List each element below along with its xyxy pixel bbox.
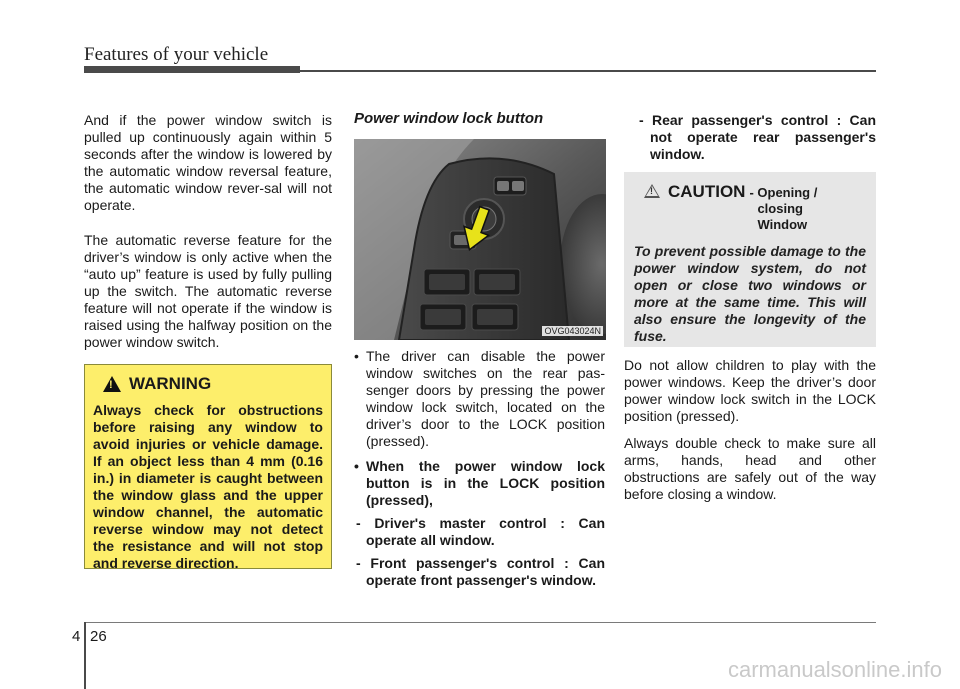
caution-subtitle-line: closing [757, 201, 803, 216]
caution-title: CAUTION [668, 182, 746, 201]
footer-rule [84, 622, 876, 623]
caution-icon [644, 184, 660, 198]
warning-title: WARNING [129, 374, 212, 393]
section-number: 4 [72, 628, 81, 645]
right-column-top [632, 112, 876, 163]
caution-subtitle [749, 185, 817, 233]
left-column [84, 112, 332, 351]
bullet-item: • The driver can disable the power window switches on the rear pas-senger doors by pressing the power window lock switch, located on the driver’s door to the LOCK position (pressed). [354, 348, 605, 450]
sub-item: - Front passenger's control : Can operate front passenger's window. [356, 555, 605, 588]
caution-subtitle-line: Window [757, 217, 808, 232]
caution-subtitle-line: - Opening / [749, 185, 818, 200]
header-rule-thin [300, 70, 876, 72]
section-heading: Power window lock button [354, 110, 544, 127]
page-number: 26 [90, 628, 107, 645]
image-caption: OVG043024N [544, 326, 601, 336]
warning-text: Always check for obstructions before raising any window to avoid injuries or vehicle damage. If an object less than 4 mm (0.16 in.) in diameter is caught between the window glass and the upper window channel, the automatic reverse window may not detect the resistance and will not stop and reverse direction. [93, 402, 323, 571]
caution-box [624, 172, 876, 347]
warning-box [84, 364, 332, 569]
page-header-title: Features of your vehicle [84, 44, 269, 65]
sub-item: - Rear passenger's control : Can not operate rear passenger's window. [639, 112, 876, 162]
bullet-item: • When the power window lock button is in the LOCK position (pressed), [354, 458, 605, 509]
paragraph: Do not allow children to play with the power windows. Keep the driver’s door power window lock switch in the LOCK position (pressed). [624, 357, 876, 424]
paragraph: And if the power window switch is pulled up continuously again within 5 seconds after the window is lowered by the automatic window reversal feature, the automatic window rever-sal will not operate. [84, 112, 332, 213]
header-rule-thick [84, 66, 300, 73]
watermark: carmanualsonline.info [727, 657, 942, 682]
warning-icon [103, 376, 121, 392]
power-window-switch-photo [354, 139, 606, 340]
paragraph: The automatic reverse feature for the driver’s window is only active when the “auto up” feature is used by fully pulling up the switch. The automatic reverse feature will not operate if the window is raised using the halfway position on the power window switch. [84, 232, 332, 350]
right-column-bottom [624, 357, 876, 503]
sub-item: - Driver's master control : Can operate all window. [356, 515, 605, 548]
footer-divider [84, 622, 86, 689]
paragraph: Always double check to make sure all arms, hands, head and other obstructions are safely out of the way before closing a window. [624, 435, 876, 502]
middle-column [354, 348, 605, 589]
caution-text: To prevent possible damage to the power window system, do not open or close two windows or more at the same time. This will also ensure the longevity of the fuse. [634, 243, 866, 344]
